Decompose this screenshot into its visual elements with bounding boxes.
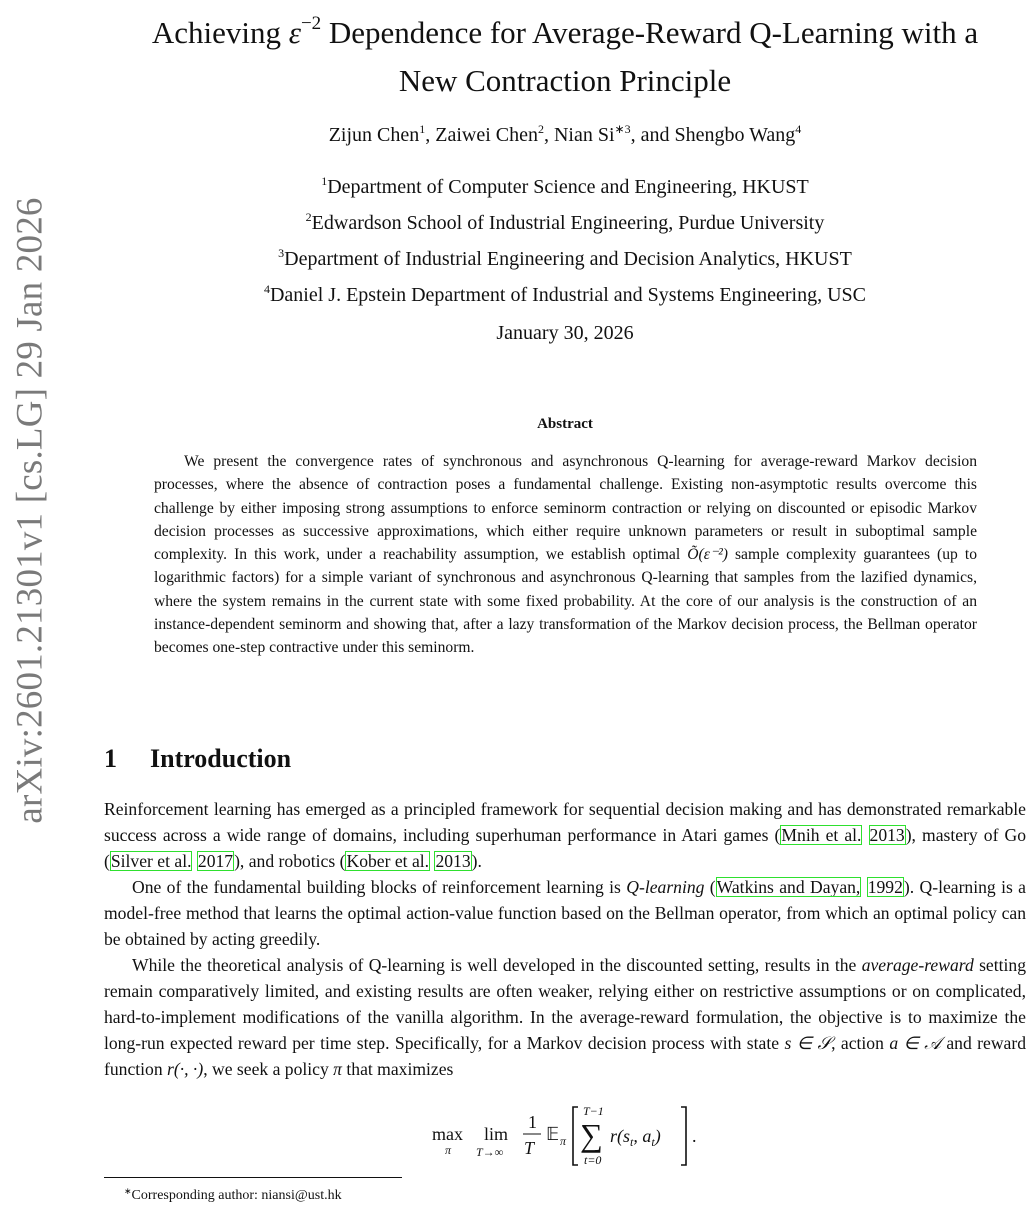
eq-period: . bbox=[692, 1126, 697, 1146]
eq-sum-top: T−1 bbox=[583, 1104, 604, 1118]
eq-sum: ∑ bbox=[580, 1117, 603, 1153]
eq-summand: $r(s_t$, $a_t$) bbox=[610, 1126, 661, 1149]
citation-link[interactable]: 2017 bbox=[197, 851, 234, 871]
author: Zaiwei Chen bbox=[435, 124, 538, 146]
eq-max: max bbox=[432, 1124, 463, 1144]
citation-link[interactable]: Mnih et al. bbox=[781, 825, 862, 845]
author: Nian Si bbox=[553, 124, 615, 146]
abstract-heading: Abstract bbox=[537, 416, 593, 432]
eq-frac-den: T bbox=[524, 1138, 535, 1158]
abstract-text: We present the convergence rates of synchronous and asynchronous Q-learning for average-reward Markov decision processes, where the absence of contraction poses a fundamental challenge. Existing non-asymptotic results overcome this challenge by either imposing strong assumptions to enforce seminorm contraction or relying on discounted or episodic Markov decision processes as successive approximations, which either require unknown parameters or result in suboptimal sample complexity. In this work, under a reachability assumption, we establish optimal Õ(ε⁻²) sample complexity guarantees (up to logarithmic factors) for a simple variant of synchronous and asynchronous Q-learning that samples from the lazified dynamics, where the system remains in the current state with some fixed probability. At the core of our analysis is the construction of an instance-dependent seminorm and showing that, after a lazy transformation of the Markov decision process, the Bellman operator becomes one-step contractive under this seminorm. bbox=[154, 453, 978, 657]
title-line-2: New Contraction Principle bbox=[398, 63, 732, 98]
arxiv-stamp bbox=[0, 196, 60, 824]
citation-link[interactable]: Kober et al. bbox=[346, 851, 430, 871]
citation-link[interactable]: Silver et al. bbox=[110, 851, 192, 871]
affiliation: $^4$Daniel J. Epstein Department of Industrial and Systems Engineering, USC bbox=[263, 282, 866, 306]
eq-frac-num: 1 bbox=[528, 1112, 537, 1132]
title-line-1: Achieving $\varepsilon^{-2}$ Dependence for Average-Reward Q-Learning with a bbox=[151, 13, 979, 50]
affiliation: $^3$Department of Industrial Engineering and Decision Analytics, HKUST bbox=[278, 246, 852, 270]
affiliation-list bbox=[104, 166, 1026, 310]
citation-link[interactable]: 2013 bbox=[435, 851, 471, 871]
citation-link[interactable]: 1992 bbox=[867, 877, 903, 897]
eq-lim: lim bbox=[484, 1124, 509, 1144]
section-heading: 1 Introduction bbox=[104, 744, 292, 773]
intro-body bbox=[104, 796, 1026, 1082]
eq-left-bracket bbox=[573, 1107, 578, 1165]
eq-expect: 𝔼 bbox=[546, 1124, 560, 1144]
eq-expect-sub: π bbox=[560, 1134, 567, 1148]
complexity-math: Õ(ε⁻²) bbox=[687, 546, 728, 564]
eq-sum-bottom: t=0 bbox=[584, 1153, 602, 1167]
citation-link[interactable]: 2013 bbox=[869, 825, 905, 845]
paper-title bbox=[104, 0, 1026, 105]
author-list: Zijun Chen$^1$, Zaiwei Chen$^2$, Nian $Si^{∗3}$, and Shengbo Wang$^4$ bbox=[328, 122, 802, 146]
affiliation: $^2$Edwardson School of Industrial Engineering, Purdue University bbox=[305, 210, 825, 234]
footnote: ∗Corresponding author: niansi@ust.hk bbox=[124, 1186, 342, 1203]
footnote-rule bbox=[104, 1177, 402, 1178]
eq-right-bracket bbox=[681, 1107, 686, 1165]
objective-equation bbox=[420, 1098, 720, 1170]
affiliation: $^1$Department of Computer Science and Engineering, HKUST bbox=[321, 174, 809, 198]
author: Shengbo Wang bbox=[674, 124, 796, 146]
author: Zijun Chen bbox=[328, 124, 420, 146]
paper-date: January 30, 2026 bbox=[496, 322, 634, 344]
arxiv-id: arXiv:2601.21301v1 [cs.LG] 29 Jan 2026 bbox=[9, 196, 51, 824]
eq-max-sub: π bbox=[445, 1143, 452, 1157]
eq-lim-sub: T→∞ bbox=[476, 1145, 504, 1159]
paragraph: One of the fundamental building blocks of reinforcement learning is Q-learning (Watkins and Dayan, 1992). Q-learning is a model-free method that learns the optimal action-value function based on the Bellman operator, from which an optimal policy can be obtained by acting greedily. bbox=[104, 877, 1026, 949]
citation-link[interactable]: Watkins and Dayan, bbox=[716, 877, 861, 897]
paragraph: While the theoretical analysis of Q-learning is well developed in the discounted setting, results in the average-reward setting remain comparatively limited, and existing results are often weaker, relying either on restrictive assumptions or on complicated, hard-to-implement modifications of the vanilla algorithm. In the average-reward formulation, the objective is to maximize the long-run expected reward per time step. Specifically, for a Markov decision process with state s ∈ 𝒮, action a ∈ 𝒜 and reward function r(·, ·), we seek a policy π that maximizes bbox=[104, 955, 1026, 1079]
paragraph: Reinforcement learning has emerged as a principled framework for sequential decision making and has demonstrated remarkable success across a wide range of domains, including superhuman performance in Atari games (Mnih et al. 2013), mastery of Go (Silver et al. 2017), and robotics (Kober et al. 2013). bbox=[104, 799, 1027, 871]
